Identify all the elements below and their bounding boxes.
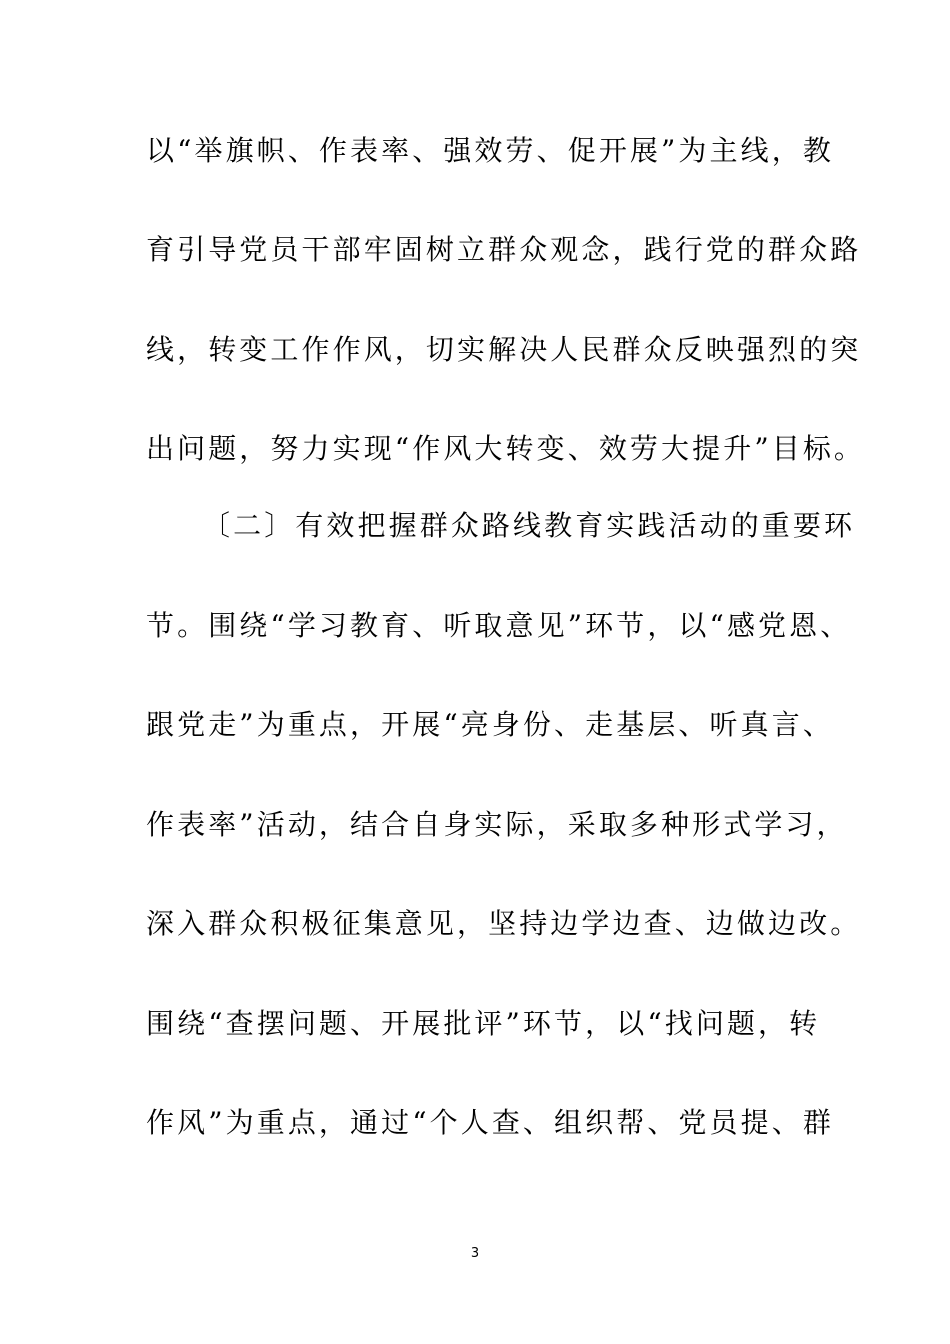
body-text-line: 深入群众积极征集意见，坚持边学边查、边做边改。	[146, 907, 862, 940]
body-text-line: 〔二〕有效把握群众路线教育实践活动的重要环	[202, 509, 856, 542]
body-text-line: 作表率”活动，结合自身实际，采取多种形式学习，	[146, 808, 848, 841]
body-text-line: 育引导党员干部牢固树立群众观念，践行党的群众路	[146, 233, 862, 266]
body-text-line: 围绕“查摆问题、开展批评”环节，以“找问题，转	[146, 1007, 821, 1040]
body-text-line: 节。围绕“学习教育、听取意见”环节，以“感党恩、	[146, 609, 852, 642]
body-text-line: 跟党走”为重点，开展“亮身份、走基层、听真言、	[146, 708, 834, 741]
page-number: 3	[470, 1246, 480, 1261]
body-text-line: 以“举旗帜、作表率、强效劳、促开展”为主线，教	[146, 134, 834, 167]
body-text-line: 作风”为重点，通过“个人查、组织帮、党员提、群	[146, 1106, 834, 1139]
body-text-line: 出问题，努力实现“作风大转变、效劳大提升”目标。	[146, 432, 866, 465]
body-text-line: 线，转变工作作风，切实解决人民群众反映强烈的突	[146, 333, 862, 366]
